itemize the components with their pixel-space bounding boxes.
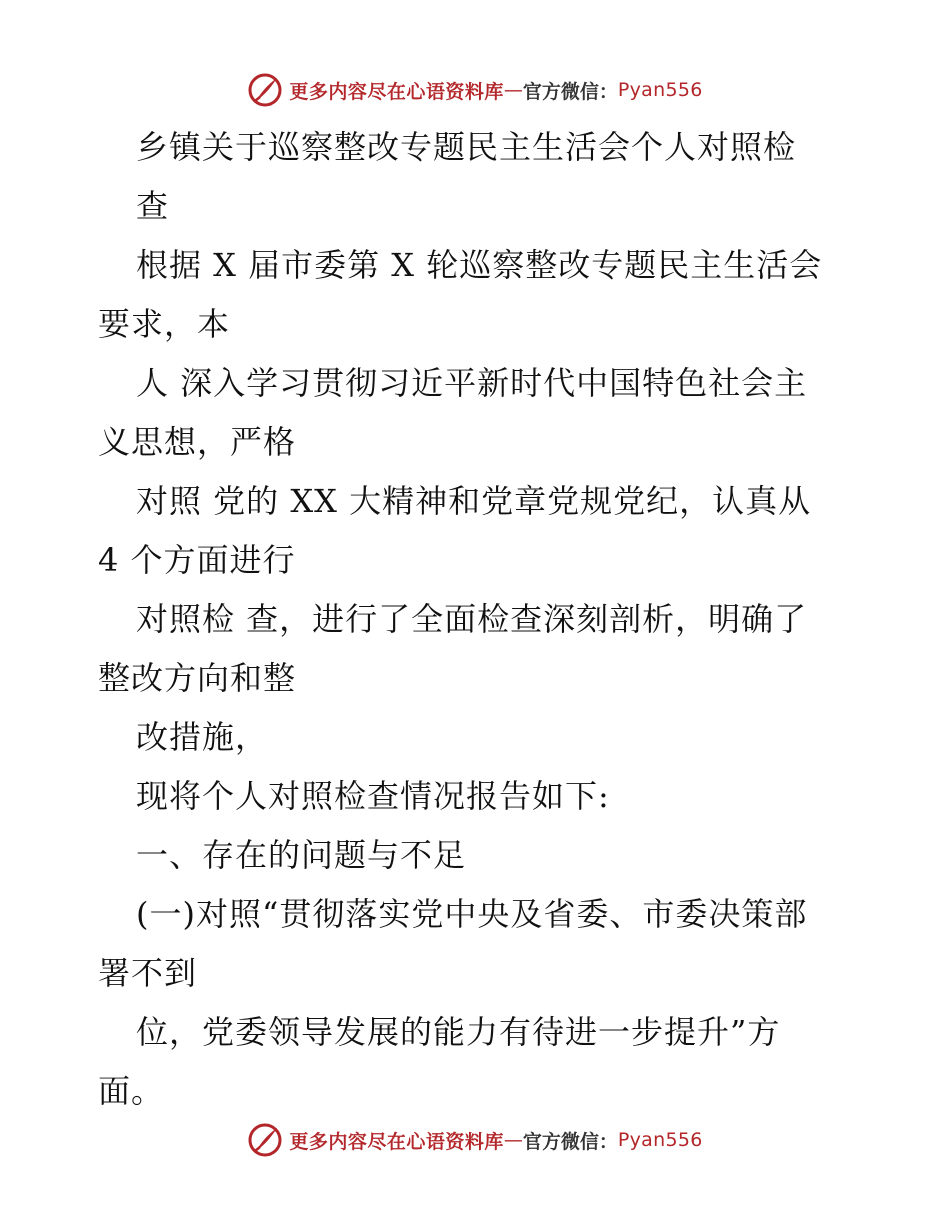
banner-wechat-label: 官方微信： <box>522 80 618 103</box>
paragraph-line: 人 深入学习贯彻习近平新时代中国特色社会主 <box>136 364 808 402</box>
banner-dash: — <box>503 79 523 101</box>
paragraph-line: 整改方向和整 <box>98 659 297 697</box>
subsection-heading-line: 位，党委领导发展的能力有待进一步提升”方 <box>136 1013 781 1051</box>
banner-wechat-id: Pyan556 <box>617 79 703 101</box>
subsection-heading-line: (一)对照“贯彻落实党中央及省委、市委决策部 <box>136 895 808 933</box>
paragraph-line: 4 个方面进行 <box>98 541 296 579</box>
paragraph-line: 改措施， <box>136 718 269 756</box>
paragraph-line: 现将个人对照检查情况报告如下: <box>136 777 610 815</box>
section-heading: 一、存在的问题与不足 <box>136 836 467 874</box>
header-banner <box>0 70 950 110</box>
quill-logo-icon <box>247 72 283 108</box>
paragraph-line: 要求，本 <box>98 305 231 343</box>
banner-dash: — <box>503 1129 523 1151</box>
document-body <box>98 118 888 1121</box>
paragraph-line: 对照 党的 XX 大精神和党章党规党纪，认真从 <box>136 482 812 520</box>
document-title-line: 查 <box>136 187 170 225</box>
footer-banner <box>0 1120 950 1160</box>
subsection-heading-line: 面。 <box>98 1072 165 1110</box>
banner-site-name: 更多内容尽在心语资料库 <box>289 1130 504 1153</box>
paragraph-line: 根据 X 届市委第 X 轮巡察整改专题民主生活会 <box>136 246 823 284</box>
banner-wechat-label: 官方微信： <box>522 1130 618 1153</box>
quill-logo-icon <box>247 1122 283 1158</box>
paragraph-line: 对照检 查，进行了全面检查深刻剖析，明确了 <box>136 600 808 638</box>
banner-wechat-id: Pyan556 <box>617 1129 703 1151</box>
subsection-heading-line: 署不到 <box>98 954 198 992</box>
document-title-line: 乡镇关于巡察整改专题民主生活会个人对照检 <box>136 128 797 166</box>
paragraph-line: 义思想，严格 <box>98 423 297 461</box>
banner-site-name: 更多内容尽在心语资料库 <box>289 80 504 103</box>
